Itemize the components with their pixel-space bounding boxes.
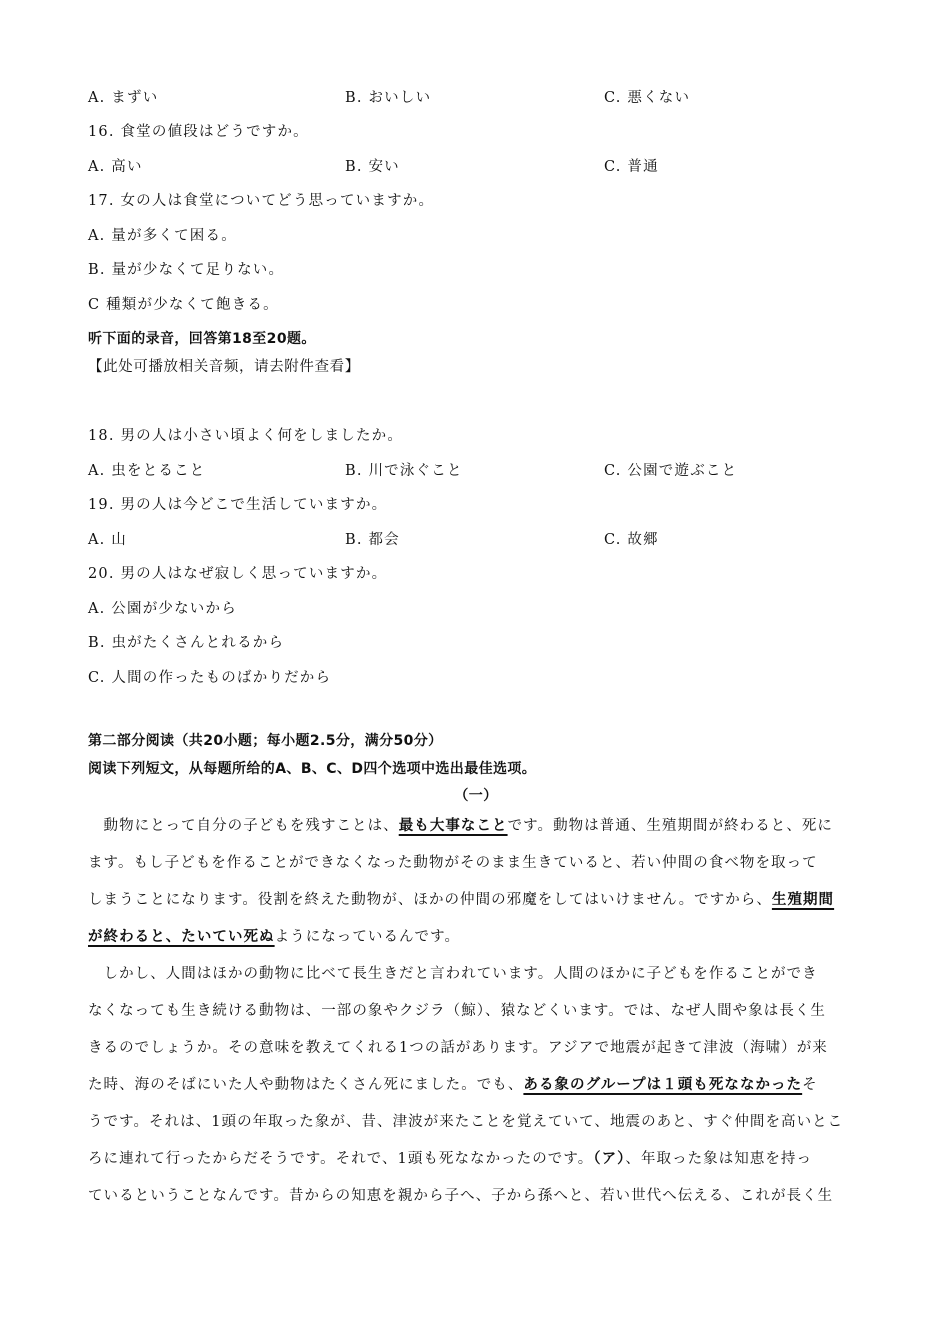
passage-text: しまうことになります。役割を終えた動物が、ほかの仲間の邪魔をしてはいけません。ですから、 xyxy=(88,892,772,908)
q18-option-c: C. 公園で遊ぶこと xyxy=(604,463,738,479)
q20-option-a: A. 公園が少ないから xyxy=(88,601,237,617)
q17-question: 17. 女の人は食堂についてどう思っていますか。 xyxy=(88,193,435,209)
passage-line-7: きるのでしょうか。その意味を教えてくれる1つの話があります。アジアで地震が起きて津波（海啸）が来 xyxy=(88,1040,828,1056)
q15-option-c: C. 悪くない xyxy=(604,90,691,106)
passage-text: そ xyxy=(802,1077,818,1093)
passage-text: ろに連れて行ったからだそうです。それで、1頭も死ななかったのです。 xyxy=(88,1151,594,1167)
q16-options xyxy=(88,157,868,177)
q16-option-c: C. 普通 xyxy=(604,159,659,175)
q16-question: 16. 食堂の値段はどうですか。 xyxy=(88,124,309,140)
blank-marker-a: （ア） xyxy=(593,1151,626,1167)
passage-number: （一） xyxy=(454,788,498,804)
passage-line-6: なくなっても生き続ける動物は、一部の象やクジラ（鯨）、猿などくいます。では、なぜ人間や象は長く生 xyxy=(88,1003,826,1019)
q15-options xyxy=(88,88,868,108)
passage-text: ようになっているんです。 xyxy=(274,929,461,945)
passage-line-10 xyxy=(88,1149,864,1169)
passage-line-11: ているということなんです。昔からの知恵を親から子へ、子から孫へと、若い世代へ伝える、これが長く生 xyxy=(88,1188,834,1204)
underlined-phrase-2b: が終わると、たいてい死ぬ xyxy=(88,929,275,945)
q19-option-c: C. 故郷 xyxy=(604,532,659,548)
passage-line-3 xyxy=(88,890,864,910)
underlined-phrase-3: ある象のグループは１頭も死ななかった xyxy=(523,1077,803,1093)
q19-question: 19. 男の人は今どこで生活していますか。 xyxy=(88,497,388,513)
underlined-phrase-2a: 生殖期間 xyxy=(771,892,835,908)
q17-option-c: C 種類が少なくて飽きる。 xyxy=(88,297,279,313)
q19-options xyxy=(88,530,868,550)
q19-option-b: B. 都会 xyxy=(345,532,400,548)
passage-line-4 xyxy=(88,927,864,947)
q16-option-a: A. 高い xyxy=(88,159,143,175)
part2-instruction: 阅读下列短文，从每题所给的A、B、C、D四个选项中选出最佳选项。 xyxy=(88,761,537,777)
q15-option-a: A. まずい xyxy=(88,90,159,106)
q20-question: 20. 男の人はなぜ寂しく思っていますか。 xyxy=(88,566,388,582)
listen-instruction: 听下面的录音，回答第18至20题。 xyxy=(88,331,316,347)
q17-option-a: A. 量が多くて困る。 xyxy=(88,228,237,244)
passage-text: 、年取った象は知恵を持っ xyxy=(625,1151,813,1167)
q20-option-c: C. 人間の作ったものばかりだから xyxy=(88,670,332,686)
q16-option-b: B. 安い xyxy=(345,159,400,175)
q18-options xyxy=(88,461,868,481)
passage-line-2: ます。もし子どもを作ることができなくなった動物がそのまま生きていると、若い仲間の食べ物を取って xyxy=(88,855,818,871)
q19-option-a: A. 山 xyxy=(88,532,127,548)
underlined-phrase-1: 最も大事なこと xyxy=(398,818,508,834)
q20-option-b: B. 虫がたくさんとれるから xyxy=(88,635,285,651)
audio-note: 【此处可播放相关音频，请去附件查看】 xyxy=(88,359,360,375)
q18-question: 18. 男の人は小さい頃よく何をしましたか。 xyxy=(88,428,404,444)
passage-text: 動物にとって自分の子どもを残すことは、 xyxy=(88,818,399,834)
passage-line-5: しかし、人間はほかの動物に比べて長生きだと言われています。人間のほかに子どもを作ることができ xyxy=(88,966,818,982)
passage-line-9: うです。それは、1頭の年取った象が、昔、津波が来たことを覚えていて、地震のあと、すぐ仲間を高いとこ xyxy=(88,1114,844,1130)
q18-option-a: A. 虫をとること xyxy=(88,463,206,479)
q17-option-b: B. 量が少なくて足りない。 xyxy=(88,262,285,278)
passage-text: です。動物は普通、生殖期間が終わると、死に xyxy=(507,818,833,834)
passage-line-8 xyxy=(88,1075,864,1095)
q15-option-b: B. おいしい xyxy=(345,90,432,106)
q18-option-b: B. 川で泳ぐこと xyxy=(345,463,463,479)
passage-line-1 xyxy=(88,816,864,836)
passage-text: た時、海のそばにいた人や動物はたくさん死にました。でも、 xyxy=(88,1077,524,1093)
part2-heading: 第二部分阅读（共20小题；每小题2.5分，满分50分） xyxy=(88,733,443,749)
